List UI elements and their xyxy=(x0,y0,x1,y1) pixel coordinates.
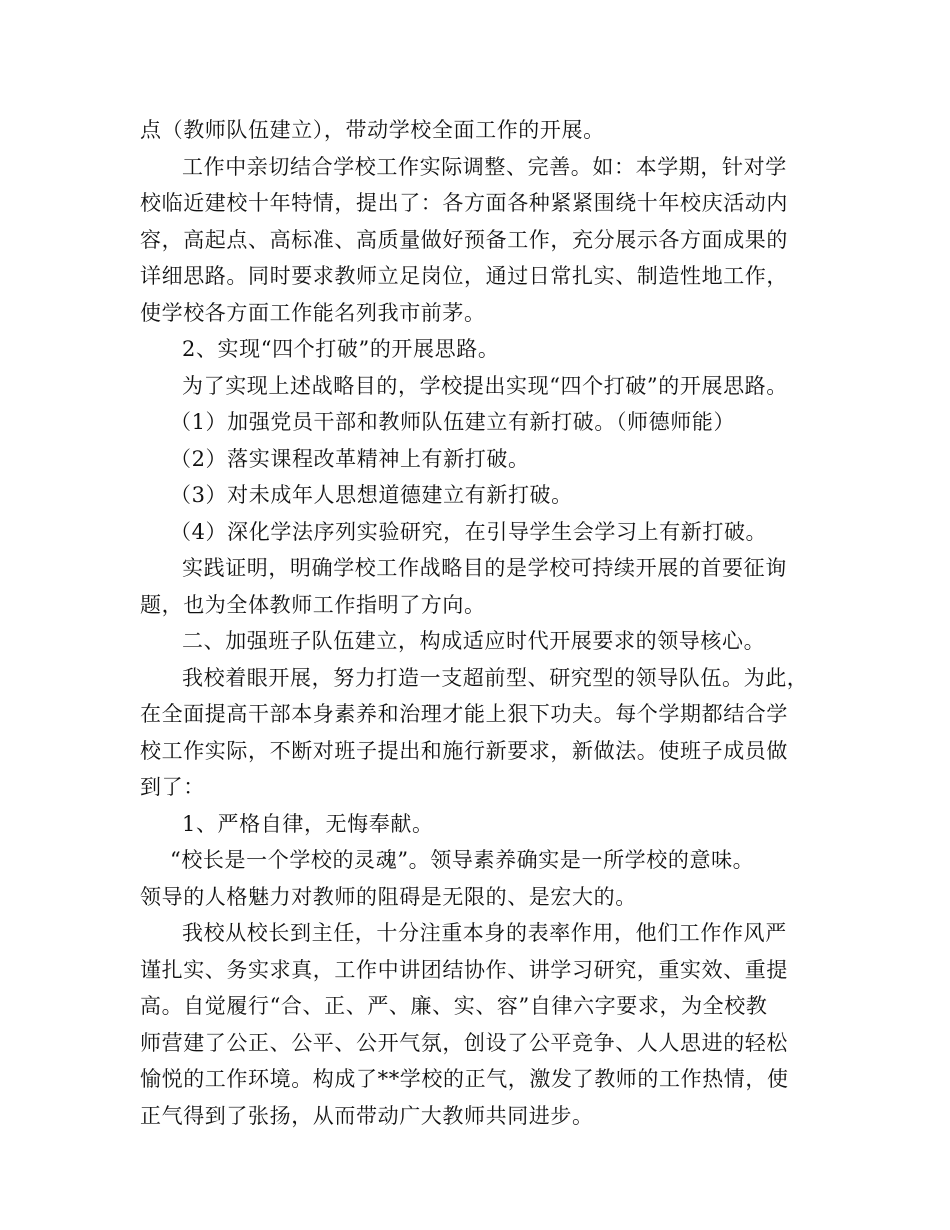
paragraph-line: 高。自觉履行“合、正、严、廉、实、容”自律六字要求，为全校教 xyxy=(140,994,768,1018)
list-item: （2）落实课程改革精神上有新打破。 xyxy=(170,446,530,471)
paragraph-line: 容，高起点、高标准、高质量做好预备工作，充分展示各方面成果的 xyxy=(140,227,788,252)
paragraph-line: 校工作实际，不断对班子提出和施行新要求，新做法。使班子成员做 xyxy=(140,738,788,763)
paragraph-line: 愉悦的工作环境。构成了**学校的正气，激发了教师的工作热情，使 xyxy=(140,1067,789,1091)
section-heading: 2、实现“四个打破”的开展思路。 xyxy=(182,337,500,361)
list-item: （1）加强党员干部和教师队伍建立有新打破。（师德师能） xyxy=(170,410,736,434)
paragraph-line: 正气得到了张扬，从而带动广大教师共同进步。 xyxy=(140,1103,594,1128)
document-body xyxy=(140,112,810,1134)
paragraph-line: 我校着眼开展，努力打造一支超前型、研究型的领导队伍。为此， xyxy=(182,665,809,690)
paragraph-line: “校长是一个学校的灵魂”。领导素养确实是一所学校的意味。 xyxy=(170,848,755,872)
paragraph-line: 谨扎实、务实求真，工作中讲团结协作、讲学习研究，重实效、重提 xyxy=(140,957,788,982)
paragraph-line: 到了： xyxy=(140,775,205,799)
paragraph-line: 实践证明，明确学校工作战略目的是学校可持续开展的首要征询 xyxy=(182,556,787,580)
section-heading: 二、加强班子队伍建立，构成适应时代开展要求的领导核心。 xyxy=(182,629,766,653)
paragraph-line: 点（教师队伍建立），带动学校全面工作的开展。 xyxy=(140,118,605,142)
paragraph-line: 详细思路。同时要求教师立足岗位，通过日常扎实、制造性地工作， xyxy=(140,264,788,288)
paragraph-line: 在全面提高干部本身素养和治理才能上狠下功夫。每个学期都结合学 xyxy=(140,702,788,726)
paragraph-line: 我校从校长到主任，十分注重本身的表率作用，他们工作作风严 xyxy=(182,921,787,945)
paragraph-line: 领导的人格魅力对教师的阻碍是无限的、是宏大的。 xyxy=(140,884,637,909)
list-item: （3）对未成年人思想道德建立有新打破。 xyxy=(170,483,573,507)
paragraph-line: 师营建了公正、公平、公开气氛，创设了公平竞争、人人思进的轻松 xyxy=(140,1030,788,1055)
paragraph-line: 使学校各方面工作能名列我市前茅。 xyxy=(140,300,486,325)
paragraph-line: 校临近建校十年特情，提出了：各方面各种紧紧围绕十年校庆活动内 xyxy=(140,191,788,215)
paragraph-line: 题，也为全体教师工作指明了方向。 xyxy=(140,592,486,617)
paragraph-line: 为了实现上述战略目的，学校提出实现“四个打破”的开展思路。 xyxy=(182,373,788,398)
list-item: （4）深化学法序列实验研究，在引导学生会学习上有新打破。 xyxy=(170,519,768,544)
paragraph-line: 工作中亲切结合学校工作实际调整、完善。如：本学期，针对学 xyxy=(182,154,787,179)
section-heading: 1、严格自律，无悔奉献。 xyxy=(182,811,434,836)
